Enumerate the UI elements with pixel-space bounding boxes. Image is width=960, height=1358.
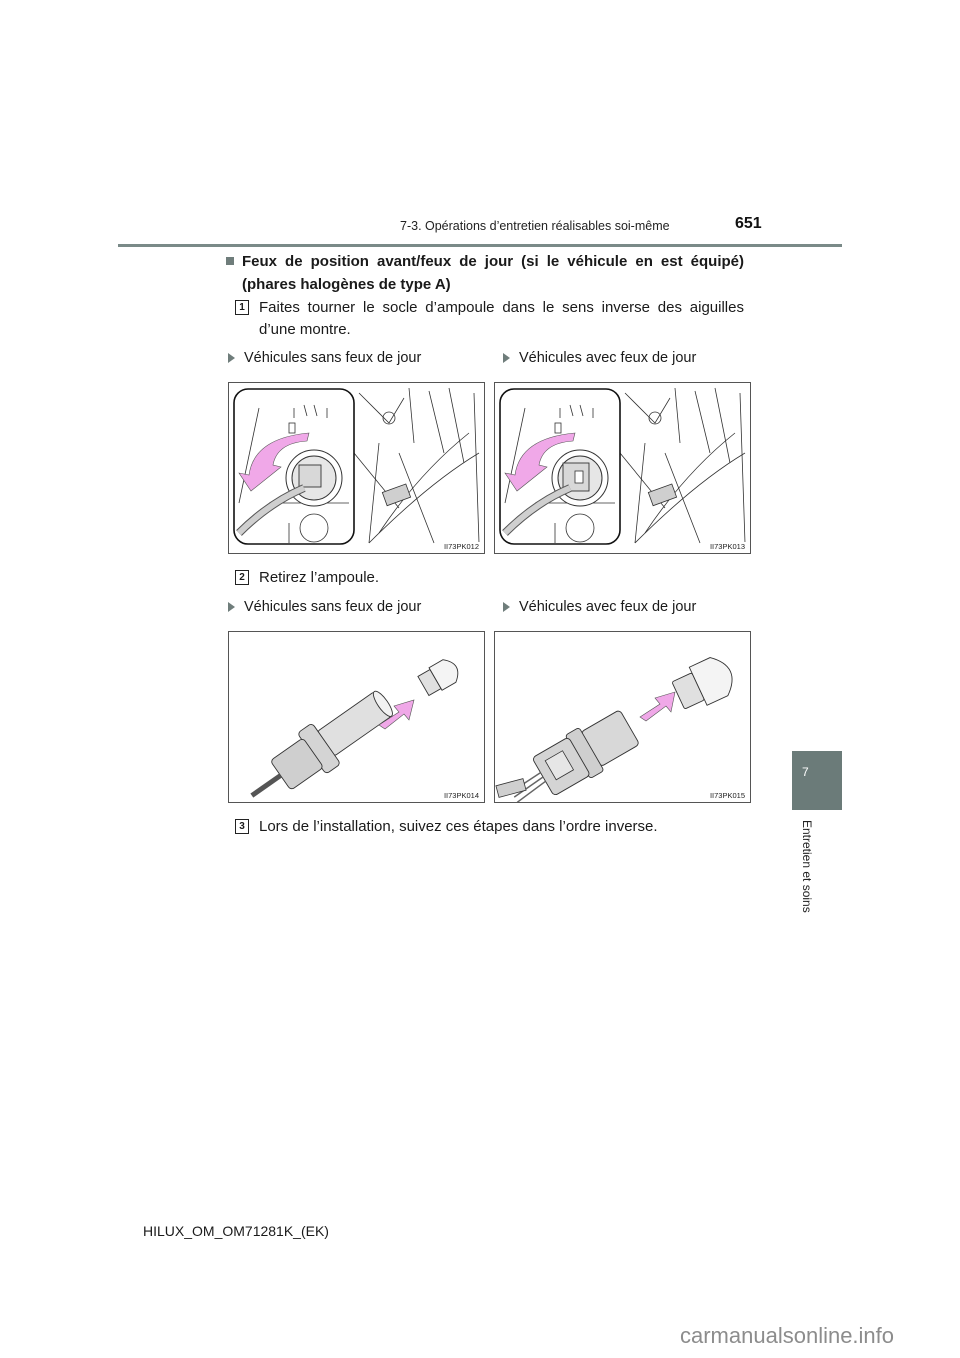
step-2-badge: 2	[235, 570, 249, 585]
bulb-socket-illustration	[495, 632, 750, 802]
step-2-text: Retirez l’ampoule.	[259, 569, 380, 586]
page-number: 651	[735, 215, 762, 232]
figure-code: II73PK014	[443, 791, 479, 800]
triangle-bullet-icon	[228, 353, 235, 363]
watermark: carmanualsonline.info	[680, 1323, 895, 1348]
section-title: 7-3. Opérations d’entretien réalisables soi-même	[400, 219, 670, 233]
figure-label-without-drl: Véhicules sans feux de jour	[228, 599, 421, 615]
heading-line-2: (phares halogènes de type A)	[242, 276, 451, 293]
header-divider	[118, 244, 842, 247]
heading-line-1: Feux de position avant/feux de jour (si le véhicule en est équipé)	[242, 253, 744, 270]
figure-bulb-socket-rotate-with-drl	[494, 382, 751, 554]
figure-bulb-removal-no-drl	[228, 631, 485, 803]
headlamp-illustration	[495, 383, 750, 553]
document-id: HILUX_OM_OM71281K_(EK)	[143, 1223, 329, 1239]
subsection-heading	[242, 250, 744, 296]
chapter-title: Entretien et soins	[800, 820, 814, 913]
chapter-number: 7	[802, 765, 809, 779]
triangle-bullet-icon	[503, 602, 510, 612]
step-1-text: Faites tourner le socle d’ampoule dans le sens inverse des aiguilles d’une montre.	[259, 299, 744, 338]
step-3-text: Lors de l’installation, suivez ces étapes dans l’ordre inverse.	[259, 818, 658, 835]
figure-label-without-drl: Véhicules sans feux de jour	[228, 350, 421, 366]
square-bullet-icon	[226, 257, 234, 265]
figure-label-with-drl: Véhicules avec feux de jour	[503, 599, 696, 615]
step-1-badge: 1	[235, 300, 249, 315]
chapter-tab	[792, 751, 842, 810]
triangle-bullet-icon	[503, 353, 510, 363]
figure-code: II73PK012	[443, 542, 479, 551]
figure-code: II73PK013	[709, 542, 745, 551]
figure-label-with-drl: Véhicules avec feux de jour	[503, 350, 696, 366]
figure-code: II73PK015	[709, 791, 745, 800]
headlamp-illustration	[229, 383, 484, 553]
triangle-bullet-icon	[228, 602, 235, 612]
bulb-socket-illustration	[229, 632, 484, 802]
figure-bulb-removal-with-drl	[494, 631, 751, 803]
figure-bulb-socket-rotate-no-drl	[228, 382, 485, 554]
step-3-badge: 3	[235, 819, 249, 834]
